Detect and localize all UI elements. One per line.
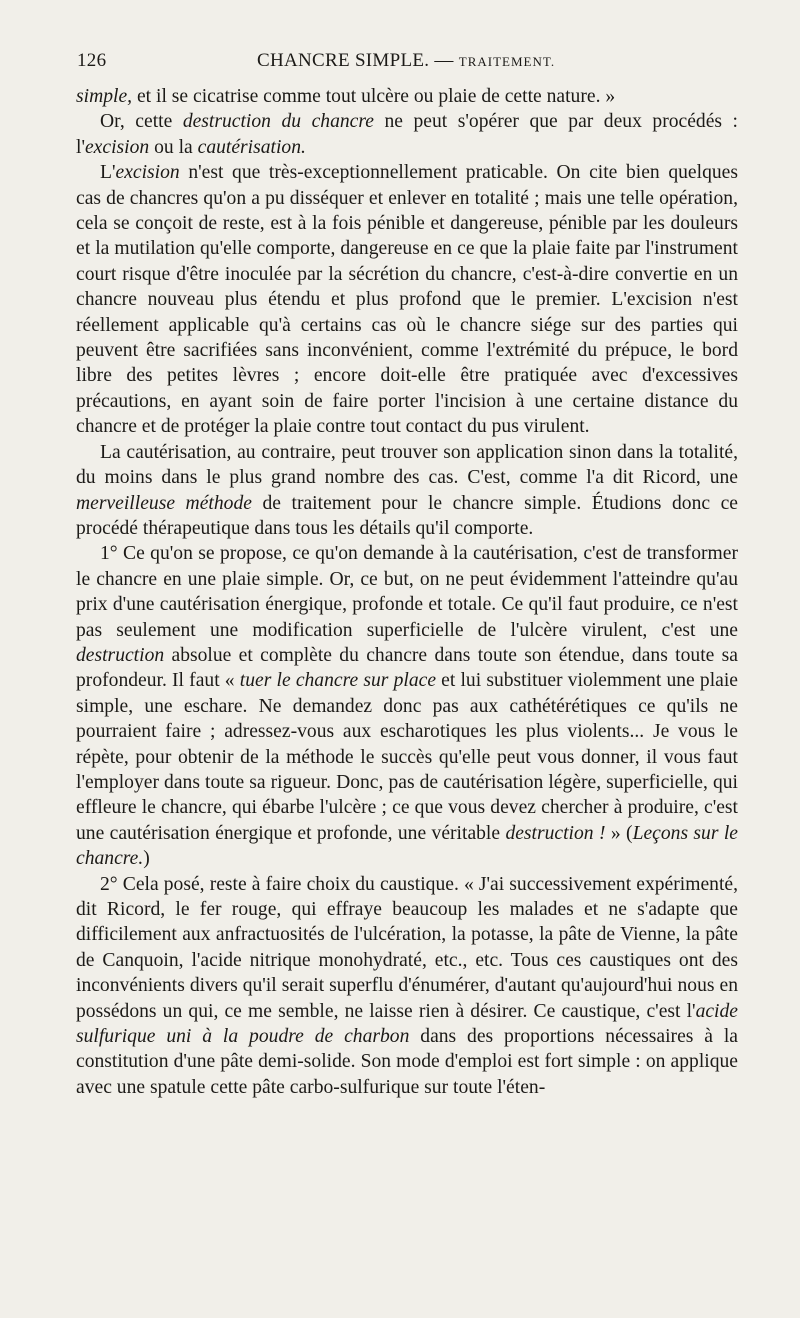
italic-text: excision (84, 136, 150, 158)
text-run: dans des proportions nécessaires à la constitution d'une pâte demi-solide. Son mode d'emploi est fort simple : on applique avec une spatule cette pâte carbo-sulfurique sur toute l'éten- (76, 1026, 738, 1098)
paragraph (76, 160, 738, 439)
body-text (76, 84, 738, 1100)
text-run: Or, cette (100, 111, 183, 133)
page-header (77, 50, 738, 78)
text-run: 1° Ce qu'on se propose, ce qu'on demande à la cautérisation, c'est de transformer le chancre en une plaie simple. Or, ce but, on ne peut évidemment l'atteindre qu'au prix d'une cautérisation énergique, profonde et totale. Ce qu'il faut produire, ce n'est pas seulement une modification superficielle de l'ulcère virulent, c'est une (76, 543, 738, 641)
running-title-section: TRAITEMENT. (458, 54, 556, 69)
text-run: ) (143, 848, 150, 870)
italic-text: tuer le chancre sur place (239, 670, 437, 692)
text-run: » ( (605, 822, 633, 844)
paragraph (76, 440, 738, 542)
page-number: 126 (77, 50, 107, 71)
italic-text: merveilleuse méthode (76, 492, 252, 514)
text-run: et il se cicatrise comme tout ulcère ou plaie de cette nature. » (132, 86, 616, 107)
italic-text: Leçons sur le chancre. (76, 822, 738, 870)
paragraph (76, 541, 738, 871)
italic-text: destruction (76, 644, 165, 666)
running-title-main: CHANCRE SIMPLE. — (257, 50, 454, 71)
italic-text: destruction du chancre (182, 111, 374, 133)
paragraph (76, 84, 738, 109)
italic-text: acide sulfurique uni à la poudre de charbon (76, 1000, 738, 1048)
text-run: et lui substituer violemment une plaie simple, une eschare. Ne demandez donc pas aux cathétérétiques ce qu'ils ne pourraient faire ; adressez-vous aux escharotiques les plus violents... Je vous le répète, pour obtenir de la méthode le succès qu'elle peut vous donner, il vous faut l'employer dans toute sa rigueur. Donc, pas de cautérisation légère, superficielle, qui effleure le chancre, qui ébarbe l'ulcère ; ce que vous devez chercher à produire, c'est une cautérisation énergique et profonde, une véritable (76, 670, 739, 844)
italic-text: destruction ! (505, 822, 606, 844)
paragraph (76, 872, 738, 1101)
italic-text: cautérisation. (197, 136, 306, 158)
text-run: de traitement pour le chancre simple. Étudions donc ce procédé thérapeutique dans tous les détails qu'il comporte. (76, 492, 738, 539)
italic-text: simple, (76, 86, 133, 107)
paragraph (76, 109, 738, 160)
text-run: La cautérisation, au contraire, peut trouver son application sinon dans la totalité, du moins dans le plus grand nombre des cas. C'est, comme l'a dit Ricord, une (76, 441, 738, 489)
italic-text: excision (115, 162, 180, 184)
text-run: ne peut s'opérer que par deux procédés : l' (76, 111, 738, 158)
text-run: absolue et complète du chancre dans toute son étendue, dans toute sa profondeur. Il faut « (76, 644, 738, 692)
text-run: 2° Cela posé, reste à faire choix du caustique. « J'ai successivement expérimenté, dit Ricord, le fer rouge, qui effraye beaucoup les malades et ne s'adapte que difficilement aux anfractuosités de l'ulcération, la potasse, la pâte de Vienne, la pâte de Canquoin, l'acide nitrique monohydraté, etc., etc. Tous ces caustiques ont des inconvénients divers qu'il serait superflu d'énumérer, d'autant qu'aujourd'hui nous en possédons un qui, ce me semble, ne laisse rien à désirer. Ce caustique, c'est l' (76, 873, 738, 1022)
running-title (257, 50, 555, 72)
text-run: ou la (149, 136, 198, 158)
text-run: n'est que très-exceptionnellement praticable. On cite bien quelques cas de chancres qu'on a pu disséquer et enlever en totalité ; mais une telle opération, cela se conçoit de reste, est à la fois pénible et dangereuse, pénible par les douleurs et la mutilation qu'elle comporte, dangereuse en ce que la plaie faite par l'instrument court risque d'être inoculée par la sécrétion du chancre, c'est-à-dire convertie en un chancre nouveau plus étendu et plus profond que le premier. L'excision n'est réellement applicable qu'à certains cas où le chancre siége sur des parties qui peuvent être sacrifiées sans inconvénient, comme l'extrémité du prépuce, le bord libre des petites lèvres ; encore doit-elle être pratiquée avec d'excessives précautions, en ayant soin de faire porter l'incision à une certaine distance du chancre et de protéger la plaie contre tout contact du pus virulent. (76, 162, 738, 438)
text-run: L' (100, 162, 116, 184)
